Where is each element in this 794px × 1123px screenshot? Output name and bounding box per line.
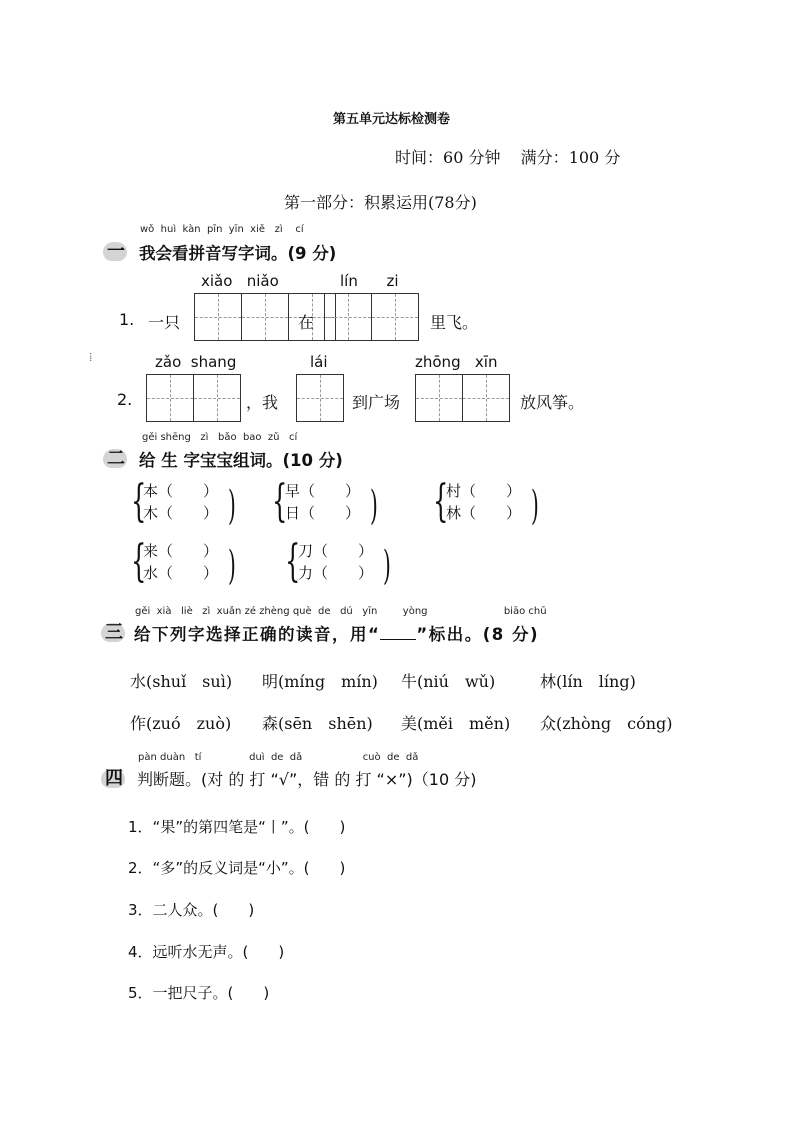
- section-number-badge: 四: [101, 767, 127, 789]
- q1-pinyin-b: lín zi: [340, 272, 399, 290]
- tianzige-cell[interactable]: [241, 293, 289, 341]
- pronunciation-option[interactable]: 水(shuǐ suì): [130, 672, 233, 691]
- left-brace: {: [285, 536, 301, 587]
- s4-pinyin: pàn duàn tí duì de dǎ cuò de dǎ: [138, 752, 419, 763]
- tianzige-cell[interactable]: [415, 374, 463, 422]
- left-brace: {: [433, 476, 449, 527]
- left-brace: {: [131, 536, 147, 587]
- time-unit: 分钟: [468, 148, 501, 167]
- pronunciation-option[interactable]: 森(sēn shēn): [262, 714, 373, 733]
- right-paren: ): [228, 483, 236, 529]
- right-paren: ): [383, 543, 391, 589]
- s1-pinyin: wǒ huì kàn pīn yīn xiě zì cí: [140, 224, 304, 235]
- q1-text-before: 一只: [148, 313, 181, 332]
- q1-text-after: 里飞。: [430, 313, 479, 332]
- q1-pinyin-a: xiǎo niǎo: [201, 272, 279, 290]
- score-unit: 分: [604, 148, 621, 167]
- judge-item[interactable]: 3．二人众。( ): [128, 901, 255, 919]
- part-title: 第一部分：积累运用(78分): [284, 193, 477, 212]
- pronunciation-option[interactable]: 作(zuó zuò): [130, 714, 232, 733]
- tianzige-cell[interactable]: [193, 374, 241, 422]
- section-4-title: 判断题。(对 的 打 “√”，错 的 打 “×”)（10 分): [137, 770, 477, 789]
- word-pair[interactable]: 本（ ） 木（ ）: [143, 482, 219, 522]
- q2-text-after: 放风筝。: [520, 393, 585, 412]
- time-label: 时间：: [395, 148, 444, 167]
- judge-item[interactable]: 5．一把尺子。( ): [128, 984, 270, 1002]
- pronunciation-option[interactable]: 众(zhòng cóng): [540, 714, 673, 733]
- tianzige-cell[interactable]: [296, 374, 344, 422]
- word-pair[interactable]: 村（ ） 林（ ）: [446, 482, 522, 522]
- q2-write-grid-c[interactable]: [415, 374, 509, 422]
- q2-pinyin-c: zhōng xīn: [415, 353, 498, 371]
- pronunciation-option[interactable]: 美(měi měn): [401, 714, 511, 733]
- judge-item[interactable]: 4．远听水无声。( ): [128, 943, 285, 961]
- judge-item[interactable]: 1．“果”的第四笔是“丨”。( ): [128, 818, 346, 836]
- section-3-title: 给下列字选择正确的读音，用“ ”标出。(8 分): [134, 625, 540, 644]
- word-pair[interactable]: 来（ ） 水（ ）: [143, 542, 219, 582]
- underline-blank: [380, 625, 416, 640]
- binding-mark: ⁞: [89, 350, 93, 364]
- q1-number: 1.: [119, 310, 135, 329]
- right-paren: ): [370, 483, 378, 529]
- right-paren: ): [531, 483, 539, 529]
- left-brace: {: [272, 476, 288, 527]
- s2-pinyin: gěi shēng zì bǎo bao zǔ cí: [142, 432, 298, 443]
- q2-text-middle2: 到广场: [352, 393, 401, 412]
- q2-number: 2.: [117, 390, 133, 409]
- pronunciation-option[interactable]: 林(lín líng): [540, 672, 636, 691]
- score-label: 满分：: [520, 148, 569, 167]
- q2-pinyin-a: zǎo shang: [155, 353, 237, 371]
- section-number-badge: 一: [103, 240, 129, 262]
- s3-pinyin: gěi xià liè zì xuǎn zé zhèng què de dú yīn yòng biāo chū: [135, 606, 547, 617]
- right-paren: ): [228, 543, 236, 589]
- q2-write-grid-b[interactable]: [296, 374, 343, 422]
- section-number-badge: 二: [103, 447, 129, 469]
- judge-item[interactable]: 2．“多”的反义词是“小”。( ): [128, 859, 346, 877]
- time-value: 60: [443, 148, 464, 167]
- tianzige-cell[interactable]: [194, 293, 242, 341]
- section-2-title: 给 生 字宝宝组词。(10 分): [139, 451, 343, 470]
- exam-meta: [395, 145, 620, 168]
- left-brace: {: [131, 476, 147, 527]
- word-pair[interactable]: 早（ ） 日（ ）: [285, 482, 361, 522]
- tianzige-cell[interactable]: [371, 293, 419, 341]
- pronunciation-option[interactable]: 明(míng mín): [262, 672, 378, 691]
- tianzige-cell[interactable]: [462, 374, 510, 422]
- section-1-title: 我会看拼音写字词。(9 分): [139, 244, 337, 263]
- section-number-badge: 三: [101, 621, 127, 643]
- q1-write-grid-b[interactable]: [324, 293, 418, 341]
- word-pair[interactable]: 刀（ ） 力（ ）: [298, 542, 374, 582]
- q2-pinyin-b: lái: [310, 353, 328, 371]
- exam-title: 第五单元达标检测卷: [333, 112, 451, 127]
- q1-text-middle: 在: [298, 313, 315, 332]
- pronunciation-option[interactable]: 牛(niú wǔ): [401, 672, 496, 691]
- tianzige-cell[interactable]: [146, 374, 194, 422]
- q2-write-grid-a[interactable]: [146, 374, 240, 422]
- q2-text-middle: ，我: [246, 393, 279, 412]
- tianzige-cell[interactable]: [324, 293, 372, 341]
- score-value: 100: [568, 148, 600, 167]
